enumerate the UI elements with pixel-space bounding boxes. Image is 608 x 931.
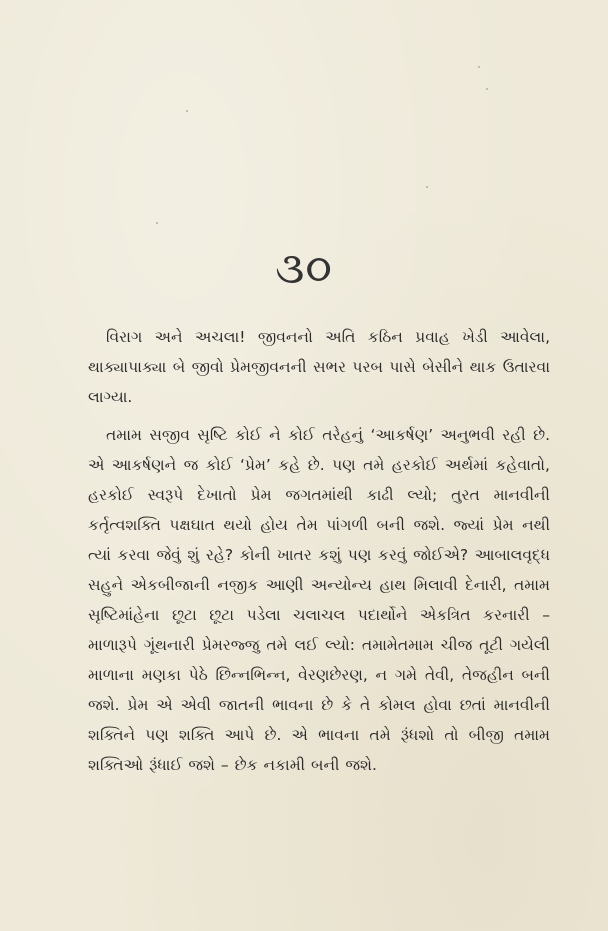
paper-speck [486,88,488,90]
paragraph-2: તમામ સજીવ સૃષ્ટિ કોઈ ને કોઈ તરેહનું ‘આકર્ષણ’ અનુભવી રહી છે. એ આકર્ષણને જ કોઈ ‘પ્રેમ’ કહે છે. પણ તમે હરકોઈ અર્થમાં કહેવાતો, હરકોઈ સ્વરૂપે દેખાતો પ્રેમ જગતમાંથી કાઢી લ્યો; તુરત માનવીની કર્તૃત્વશક્તિ પક્ષઘાત થયો હોય તેમ પાંગળી બની જશે. જ્યાં પ્રેમ નથી ત્યાં કરવા જેવું શું રહે? કોની ખાતર કશું પણ કરવું જોઈએ? આબાલવૃદ્ધ સહુને એકબીજાની નજીક આણી અન્યોન્ય હાથ મિલાવી દેનારી, તમામ સૃષ્ટિમાંહેના છૂટા છૂટા પડેલા ચલાચલ પદાર્થોને એકત્રિત કરનારી – માળારૂપે ગૂંથનારી પ્રેમરજ્જુ તમે લઈ લ્યો: તમામેતમામ ચીજ તૂટી ગયેલી માળાના મણકા પેઠે છિન્નભિન્ન, વેરણછેરણ, ન ગમે તેવી, તેજહીન બની જશે. પ્રેમ એ એવી જાતની ભાવના છે કે તે કોમલ હોવા છતાં માનવીની શક્તિને પણ શક્તિ આપે છે. એ ભાવના તમે રૂંધશો તો બીજી તમામ શક્તિઓ રૂંધાઈ જશે – છેક નકામી બની જશે. [88,426,550,774]
paper-speck [426,186,428,188]
paper-speck [156,222,158,224]
paragraph-1: વિરાગ અને અચલા! જીવનનો અતિ કઠિન પ્રવાહ ખેડી આવેલા, થાક્યાપાક્યા બે જીવો પ્રેમજીવનની સભર પરબ પાસે બેસીને થાક ઉતારવા લાગ્યા. [88,328,550,406]
paper-speck [478,66,480,68]
paper-speck [186,110,188,112]
chapter-number: ૩૦ [275,243,333,294]
